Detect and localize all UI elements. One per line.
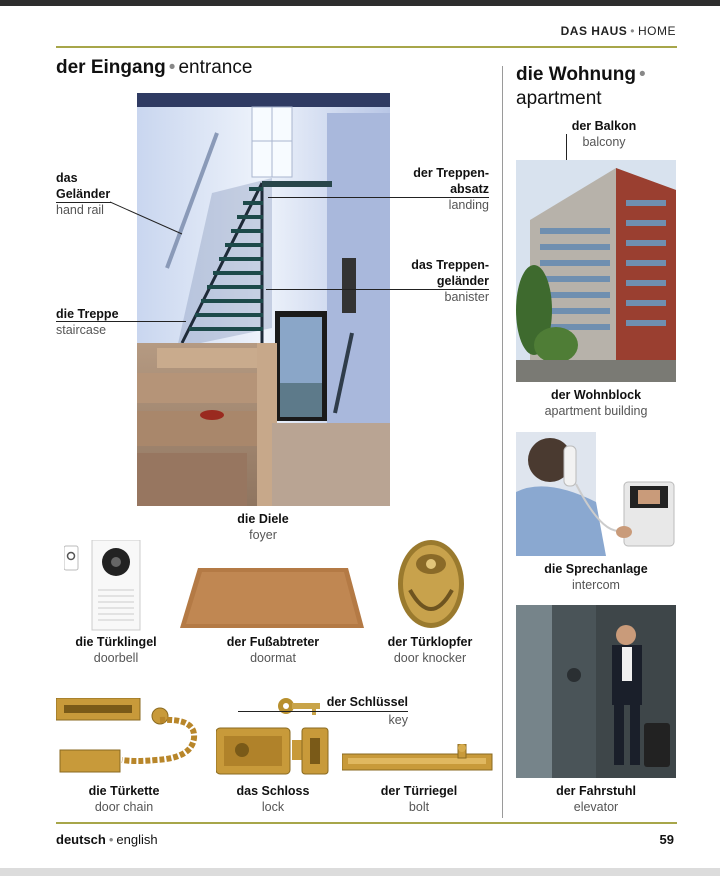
label-de: der Balkon — [571, 119, 637, 133]
label-treppengelaender — [380, 257, 489, 305]
label-de: der Fußabtreter — [226, 635, 320, 649]
section-header — [561, 24, 676, 38]
entrance-photo — [137, 93, 390, 506]
section-title-de: DAS HAUS — [560, 24, 628, 38]
apartment-title-en: apartment — [516, 88, 602, 109]
label-de: die Diele — [237, 512, 289, 526]
label-de: der Treppen- — [413, 166, 489, 180]
entrance-title-en: entrance — [178, 57, 253, 78]
label-de: die Sprechanlage — [544, 562, 648, 576]
leader-line — [110, 201, 185, 236]
label-en: door knocker — [393, 651, 467, 665]
page-number: 59 — [659, 832, 674, 847]
apartment-title-de: die Wohnung — [516, 64, 636, 85]
doorbell-image — [64, 540, 144, 632]
intercom-image — [516, 432, 676, 556]
leader-line — [56, 321, 186, 322]
entrance-title — [56, 57, 252, 79]
door-knocker-image — [396, 538, 466, 630]
bullet-icon: • — [108, 832, 114, 847]
label-de: die Türklingel — [75, 635, 157, 649]
header-rule — [56, 46, 677, 48]
elevator-image — [516, 605, 676, 778]
label-en: elevator — [573, 800, 619, 814]
label-tuerkette — [64, 783, 184, 815]
bullet-icon: • — [630, 24, 635, 38]
label-en: hand rail — [56, 203, 104, 217]
label-tuerriegel — [359, 783, 479, 815]
lock-image — [216, 726, 330, 778]
label-en: staircase — [56, 323, 107, 337]
label-wohnblock — [516, 387, 676, 419]
bolt-image — [342, 744, 497, 778]
label-diele — [213, 511, 313, 543]
label-de: der Fahrstuhl — [556, 784, 636, 798]
label-de: das Schloss — [236, 784, 310, 798]
label-en: foyer — [249, 528, 277, 542]
footer-rule — [56, 822, 677, 824]
label-de: der Türriegel — [380, 784, 458, 798]
label-sprechanlage — [516, 561, 676, 593]
apartment-title — [516, 63, 649, 111]
label-schloss — [213, 783, 333, 815]
label-tuerklopfer — [371, 634, 489, 666]
label-en: apartment building — [544, 404, 648, 418]
label-de: absatz — [450, 182, 489, 196]
label-en: bolt — [408, 800, 430, 814]
footer-lang-de: deutsch — [56, 832, 106, 847]
bottom-bar — [0, 868, 720, 876]
apartment-building-image — [516, 160, 676, 382]
column-divider — [502, 66, 503, 818]
bullet-icon: • — [638, 64, 646, 85]
door-chain-image — [56, 698, 202, 778]
label-en: doormat — [250, 651, 296, 665]
section-title-en: HOME — [638, 24, 676, 38]
leader-line — [56, 202, 111, 203]
label-schluessel — [300, 694, 408, 728]
label-en: doorbell — [93, 651, 139, 665]
label-en: landing — [448, 198, 489, 212]
label-de: die Treppe — [56, 307, 119, 321]
label-en: door chain — [94, 800, 154, 814]
label-de: die Türkette — [88, 784, 160, 798]
label-en: balcony — [582, 135, 626, 149]
label-de: der Türklopfer — [387, 635, 473, 649]
label-treppenabsatz — [380, 165, 489, 213]
label-fussabtreter — [203, 634, 343, 666]
label-en: banister — [444, 290, 489, 304]
entrance-title-de: der Eingang — [56, 57, 166, 78]
label-fahrstuhl — [516, 783, 676, 815]
footer-lang-en: english — [116, 832, 158, 847]
label-tuerklingel — [56, 634, 176, 666]
label-de: der Wohnblock — [550, 388, 642, 402]
label-treppe — [56, 306, 119, 338]
leader-line — [268, 197, 489, 198]
label-de: der Schlüssel — [326, 695, 408, 709]
label-balkon — [546, 118, 662, 150]
label-en: intercom — [572, 578, 620, 592]
label-en: lock — [261, 800, 285, 814]
footer-languages — [56, 832, 158, 847]
label-de: geländer — [436, 274, 489, 288]
label-de: das — [56, 171, 78, 185]
label-de: das Treppen- — [411, 258, 489, 272]
leader-line — [266, 289, 489, 290]
label-de: Geländer — [56, 187, 111, 201]
doormat-image — [180, 566, 365, 630]
bullet-icon: • — [168, 57, 176, 78]
label-gelaender — [56, 170, 110, 218]
label-en: key — [388, 713, 408, 727]
